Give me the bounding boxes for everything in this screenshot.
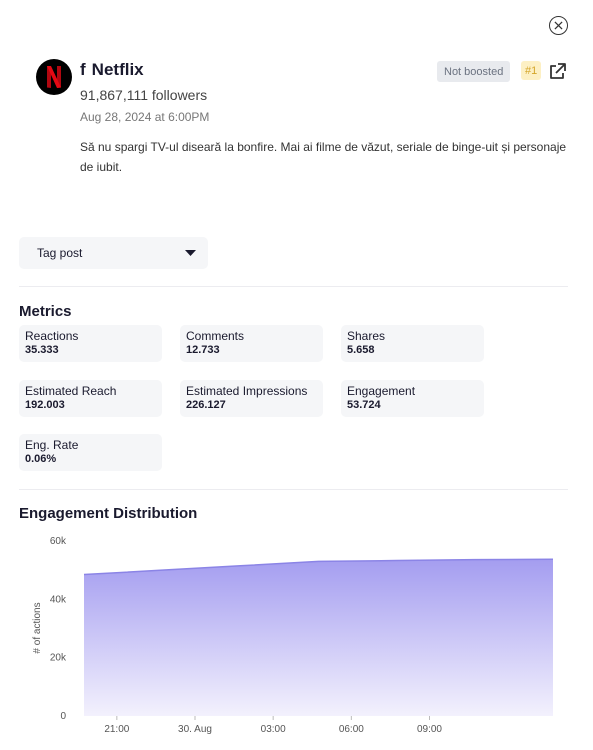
x-tick-label: 21:00: [104, 724, 130, 735]
rank-badge: #1: [521, 61, 541, 80]
close-button[interactable]: [549, 16, 568, 35]
x-tick-label: 30. Aug: [178, 724, 212, 735]
y-tick-label: 40k: [49, 594, 66, 606]
tag-post-dropdown[interactable]: [19, 237, 208, 269]
external-link-icon: [547, 62, 567, 82]
netflix-logo-icon: [46, 66, 62, 88]
metric-value: 226.127: [186, 399, 226, 411]
tag-post-label: Tag post: [37, 246, 83, 260]
metric-label: Estimated Impressions: [186, 384, 308, 398]
post-date: Aug 28, 2024 at 6:00PM: [80, 110, 210, 124]
page-header: [80, 60, 144, 80]
metric-card-engagement: [341, 380, 484, 417]
metric-card-comments: [180, 325, 323, 362]
engagement-distribution-chart: [19, 528, 579, 750]
x-tick-label: 06:00: [338, 724, 364, 735]
facebook-icon: f: [80, 60, 86, 79]
area-fill: [84, 559, 553, 716]
metric-value: 192.003: [25, 399, 65, 411]
divider: [19, 286, 568, 287]
metric-label: Engagement: [347, 384, 416, 398]
metric-label: Estimated Reach: [25, 384, 117, 398]
y-tick-label: 60k: [49, 536, 66, 547]
x-tick-label: 09:00: [416, 724, 443, 735]
metric-label: Shares: [347, 329, 386, 343]
metric-card-eng-rate: [19, 434, 162, 471]
metric-value: 5.658: [347, 344, 375, 356]
metric-label: Reactions: [25, 329, 79, 343]
post-text: Să nu spargi TV-ul diseară la bonfire. Mai ai filme de văzut, seriale de binge-uit și personaje de iubit.: [80, 140, 567, 174]
boost-status-badge: Not boosted: [437, 61, 510, 82]
engagement-distribution-title: Engagement Distribution: [19, 505, 198, 522]
x-tick-label: 03:00: [260, 724, 286, 735]
metric-card-estimated-impressions: [180, 380, 323, 417]
metric-value: 0.06%: [25, 453, 57, 465]
metrics-title: Metrics: [19, 303, 72, 320]
y-tick-label: 20k: [49, 652, 66, 664]
metric-card-estimated-reach: [19, 380, 162, 417]
metric-card-shares: [341, 325, 484, 362]
follower-count: 91,867,111 followers: [80, 87, 208, 103]
y-axis-label: # of actions: [32, 602, 43, 654]
metric-value: 12.733: [186, 344, 220, 356]
metric-value: 35.333: [25, 344, 59, 356]
divider: [19, 489, 568, 490]
open-external-button[interactable]: [547, 62, 567, 82]
caret-down-icon: [185, 250, 196, 256]
close-icon: [554, 21, 563, 30]
y-tick-label: 0: [60, 711, 66, 722]
metric-card-reactions: [19, 325, 162, 362]
metric-value: 53.724: [347, 399, 381, 411]
metric-label: Comments: [186, 329, 245, 343]
metric-label: Eng. Rate: [25, 438, 79, 452]
page-name: Netflix: [91, 60, 144, 79]
avatar: [36, 59, 72, 95]
